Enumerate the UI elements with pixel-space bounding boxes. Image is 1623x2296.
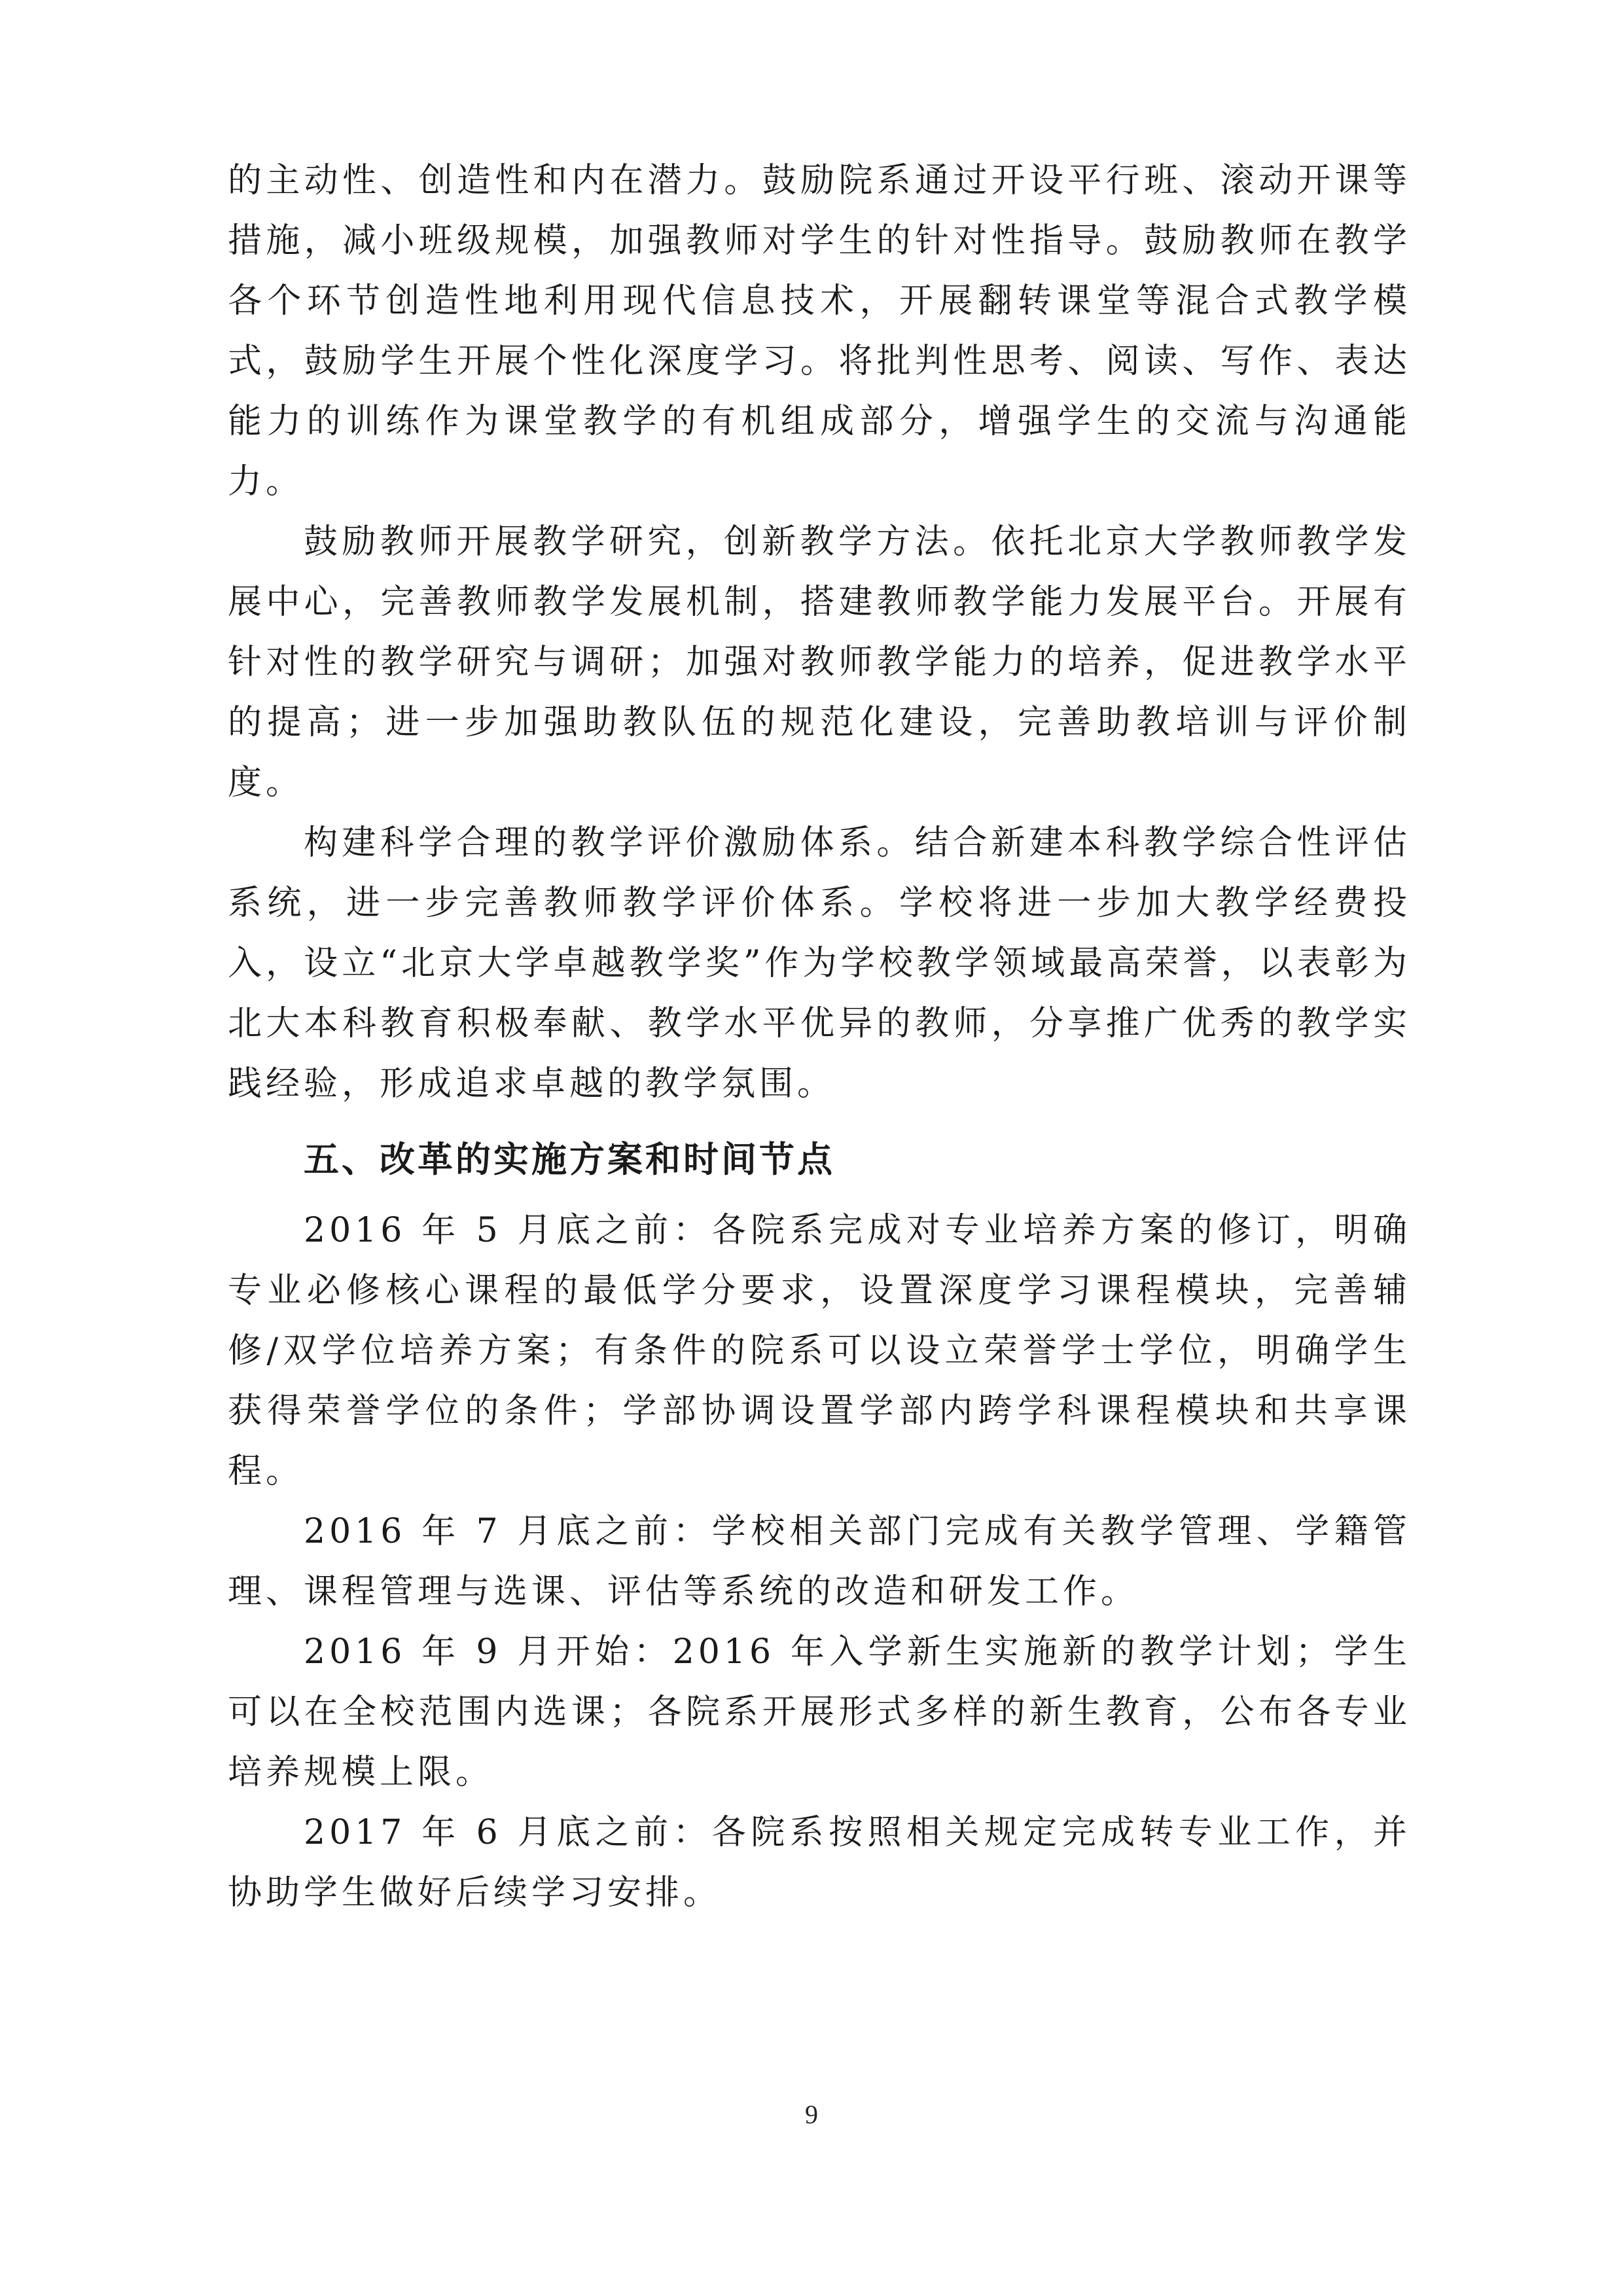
document-body	[228, 151, 1411, 1923]
body-paragraph: 鼓励教师开展教学研究，创新教学方法。依托北京大学教师教学发展中心，完善教师教学发展机制，搭建教师教学能力发展平台。开展有针对性的教学研究与调研；加强对教师教学能力的培养，促进教学水平的提高；进一步加强助教队伍的规范化建设，完善助教培训与评价制度。	[228, 522, 1411, 802]
body-paragraph: 的主动性、创造性和内在潜力。鼓励院系通过开设平行班、滚动开课等措施，减小班级规模，加强教师对学生的针对性指导。鼓励教师在教学各个环节创造性地利用现代信息技术，开展翻转课堂等混合式教学模式，鼓励学生开展个性化深度学习。将批判性思考、阅读、写作、表达能力的训练作为课堂教学的有机组成部分，增强学生的交流与沟通能力。	[228, 161, 1411, 501]
page-number: 9	[805, 2100, 818, 2129]
body-paragraph: 构建科学合理的教学评价激励体系。结合新建本科教学综合性评估系统，进一步完善教师教学评价体系。学校将进一步加大教学经费投入，设立“北京大学卓越教学奖”作为学校教学领域最高荣誉，以表彰为北大本科教育积极奉献、教学水平优异的教师，分享推广优秀的教学实践经验，形成追求卓越的教学氛围。	[228, 823, 1411, 1103]
timeline-paragraph: 2016 年 7 月底之前：学校相关部门完成有关教学管理、学籍管理、课程管理与选课、评估等系统的改造和研发工作。	[228, 1512, 1411, 1611]
timeline-paragraph: 2017 年 6 月底之前：各院系按照相关规定完成转专业工作，并协助学生做好后续学习安排。	[228, 1813, 1411, 1912]
timeline-paragraph: 2016 年 5 月底之前：各院系完成对专业培养方案的修订，明确专业必修核心课程的最低学分要求，设置深度学习课程模块，完善辅修/双学位培养方案；有条件的院系可以设立荣誉学士学位，明确学生获得荣誉学位的条件；学部协调设置学部内跨学科课程模块和共享课程。	[228, 1211, 1411, 1491]
timeline-paragraph: 2016 年 9 月开始：2016 年入学新生实施新的教学计划；学生可以在全校范围内选课；各院系开展形式多样的新生教育，公布各专业培养规模上限。	[228, 1632, 1411, 1792]
section-heading: 五、改革的实施方案和时间节点	[304, 1139, 835, 1180]
